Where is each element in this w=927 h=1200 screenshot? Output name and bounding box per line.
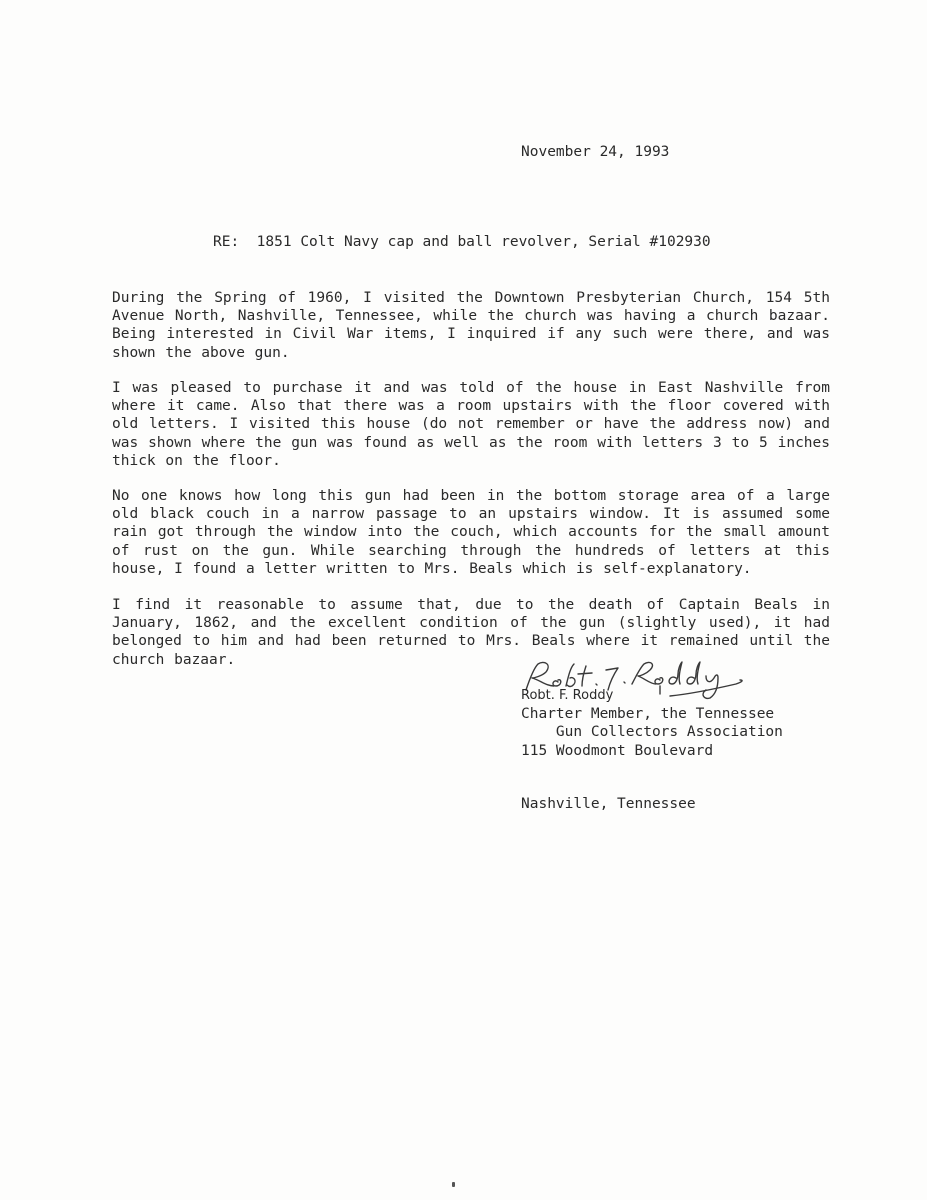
subject-text: 1851 Colt Navy cap and ball revolver, Serial #102930: [256, 234, 711, 250]
subject-label: RE:: [213, 234, 240, 250]
letter-date: November 24, 1993: [521, 144, 670, 160]
signer-title-line-2: Gun Collectors Association: [555, 724, 783, 741]
subject-line: [213, 234, 711, 250]
body-paragraph-1: During the Spring of 1960, I visited the Downtown Presbyterian Church, 154 5th Avenue North, Nashville, Tennessee, while the church was having a church bazaar. Being interested in Civil War items, I inquired if any such were there, and was shown the above gun.: [112, 290, 830, 361]
body-paragraph-4: I find it reasonable to assume that, due to the death of Captain Beals in January, 1862, and the excellent condition of the gun (slightly used), it had belonged to him and had been returned to Mrs. Beals where it remained until the church bazaar.: [112, 597, 830, 668]
signature-block: [521, 686, 783, 760]
signer-title-line-1: Charter Member, the Tennessee: [521, 706, 775, 723]
page-mark: [452, 1182, 455, 1187]
body-paragraph-2: I was pleased to purchase it and was told of the house in East Nashville from where it came. Also that there was a room upstairs with the floor covered with old letters. I visited this house (do not remember or have the address now) and was shown where the gun was found as well as the room with letters 3 to 5 inches thick on the floor.: [112, 380, 830, 469]
body-paragraph-3: No one knows how long this gun had been in the bottom storage area of a large old black couch in a narrow passage to an upstairs window. It is assumed some rain got through the window into the couch, which accounts for the small amount of rust on the gun. While searching through the hundreds of letters at this house, I found a letter written to Mrs. Beals which is self-explanatory.: [112, 488, 830, 577]
signer-city: Nashville, Tennessee: [521, 796, 696, 812]
signer-name: Robt. F. Roddy: [521, 688, 614, 703]
signer-address: 115 Woodmont Boulevard: [521, 742, 714, 759]
